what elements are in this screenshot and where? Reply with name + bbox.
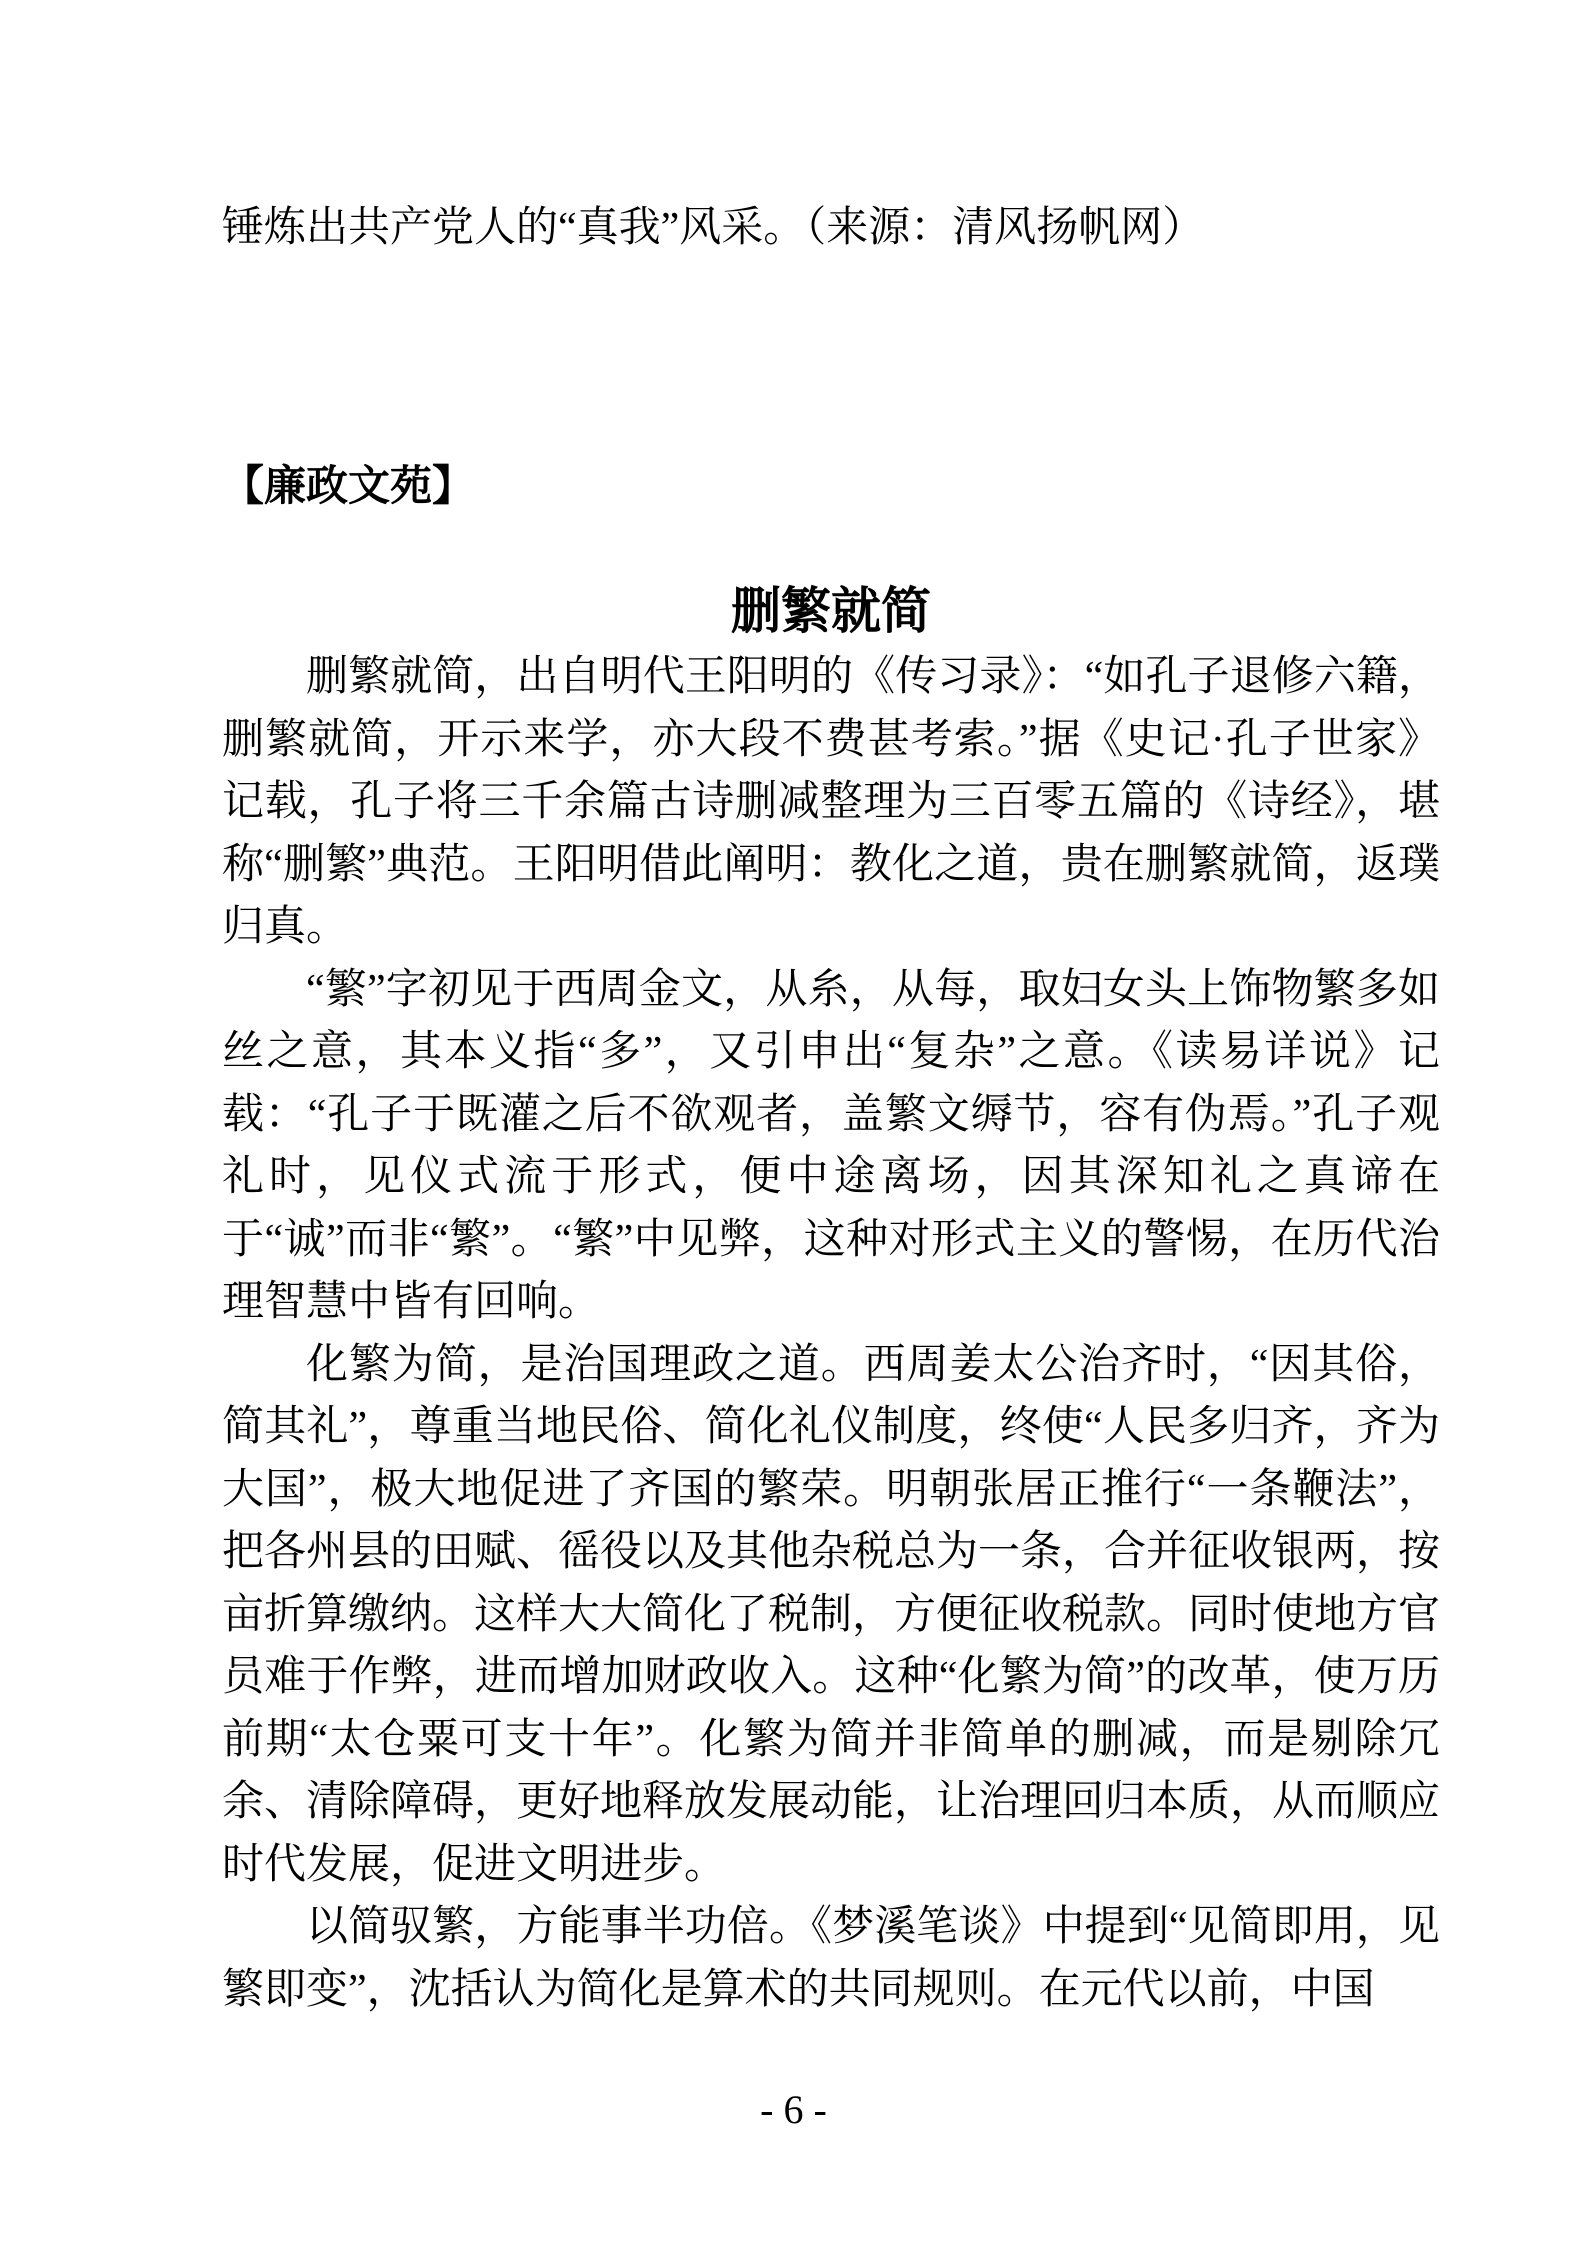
continued-paragraph: 锤炼出共产党人的“真我”风采。（来源：清风扬帆网） <box>222 205 1205 251</box>
article-title: 删繁就简 <box>731 583 931 639</box>
page-number: - 6 - <box>760 2087 827 2132</box>
article-paragraph-3: 化繁为简，是治国理政之道。西周姜太公治齐时，“因其俗，简其礼”，尊重当地民俗、简化礼仪制度，终使“人民多归齐，齐为大国”，极大地促进了齐国的繁荣。明朝张居正推行“一条鞭法”，把各州县的田赋、徭役以及其他杂税总为一条，合并征收银两，按亩折算缴纳。这样大大简化了税制，方便征收税款。同时使地方官员难于作弊，进而增加财政收入。这种“化繁为简”的改革，使万历前期“太仓粟可支十年”。化繁为简并非简单的删减，而是剔除冗余、清除障碍，更好地释放发展动能，让治理回归本质，从而顺应时代发展，促进文明进步。 <box>222 1341 1441 1888</box>
document-content <box>222 197 1440 2021</box>
article-paragraph-4: 以简驭繁，方能事半功倍。《梦溪笔谈》中提到“见简即用，见繁即变”，沈括认为简化是算术的共同规则。在元代以前，中国 <box>222 1904 1440 2013</box>
article-paragraph-2: “繁”字初见于西周金文，从糸，从每，取妇女头上饰物繁多如丝之意，其本义指“多”，又引申出“复杂”之意。《读易详说》记载：“孔子于既灌之后不欲观者，盖繁文缛节，容有伪焉。”孔子观礼时，见仪式流于形式，便中途离场，因其深知礼之真谛在于“诚”而非“繁”。“繁”中见弊，这种对形式主义的警惕，在历代治理智慧中皆有回响。 <box>222 966 1440 1325</box>
section-header: 【廉政文苑】 <box>222 463 475 510</box>
article-paragraph-1: 删繁就简，出自明代王阳明的《传习录》：“如孔子退修六籍，删繁就简，开示来学，亦大段不费甚考索。”据《史记·孔子世家》记载，孔子将三千余篇古诗删减整理为三百零五篇的《诗经》，堪称“删繁”典范。王阳明借此阐明：教化之道，贵在删繁就简，返璞归真。 <box>222 654 1440 950</box>
